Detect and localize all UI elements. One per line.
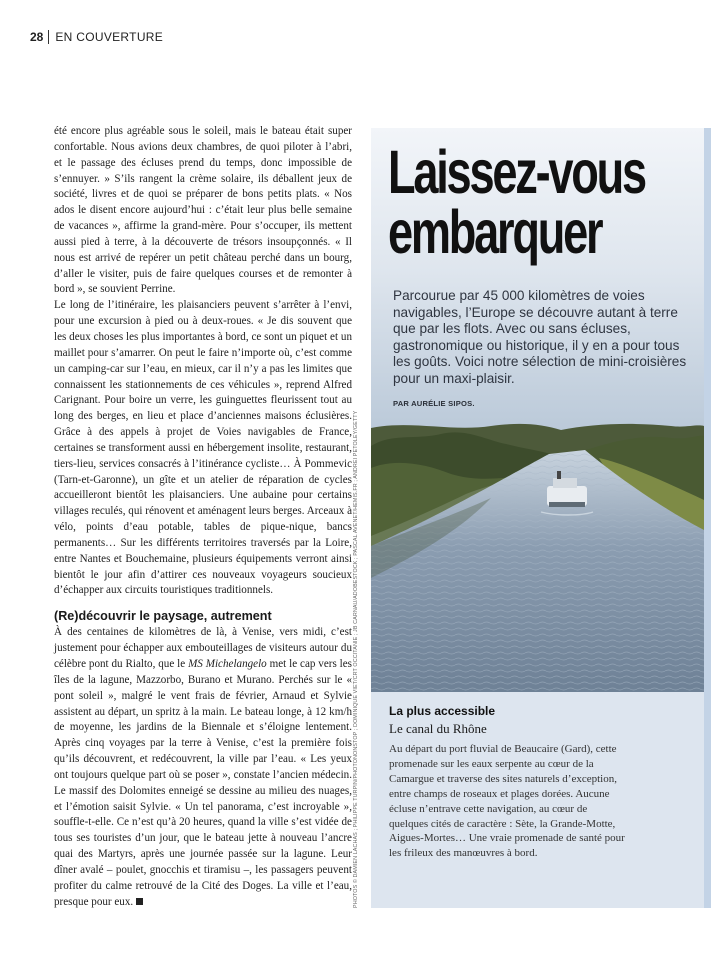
- caption-text: Au départ du port fluvial de Beaucaire (Gard), cette promenade sur les eaux serpente au cœur de la Camargue et traverse des sites naturels d’exception, entre champs de roseaux et plages dorées. Aucune écluse n’entrave cette navigation, au cœur de quelques cités de caractère : Sète, la Grande-Motte, Aigues-Mortes… Une vraie promenade de santé pour les frileux des manœuvres à bord.: [389, 743, 625, 860]
- header-divider: [48, 30, 49, 44]
- caption-label: La plus accessible: [389, 704, 496, 718]
- feature-panel: [371, 128, 711, 908]
- photo-credit: PHOTOS © DAMIEN LACHAS ; PHILIPPE TURPIN/PHOTONONSTOP ; DOMINIQUE VIET/CRT OCCITANIE ; JB CARNAU/ADOBESTOCK ; PASCAL AVENET/HEMIS.FR ; ANDREI PETOLEY/GETTY: [353, 410, 359, 908]
- title-line-2: embarquer: [388, 198, 602, 266]
- feature-lede: Parcourue par 45 000 kilomètres de voies navigables, l’Europe se découvre autant à terre que par les flots. Avec ou sans écluses, gastronomique ou historique, il y en a pour tous les goûts. Voici notre sélection de mini-croisières pour un maxi-plaisir.: [393, 288, 687, 386]
- caption-subtitle: Le canal du Rhône: [389, 721, 487, 736]
- article-paragraph-2: Le long de l’itinéraire, les plaisanciers peuvent s’arrêter à l’envi, pour une excursion à pied ou à deux-roues. « Je dis souvent que les deux choses les plus importantes à bord, ce sont un piquet et un maillet pour s’amarrer. On peut le faire n’importe où, c’est comme un camping-car sur l’eau, en mieux, car il n’y a pas les limites que connaissent les stationnements de ces véhicules », reprend Alfred Carignant. Pour boire un verre, les guinguettes fleurissent tout au long des berges, en lieu et place d’anciennes maisons éclusières. Grâce à des appels à projet de Voies navigables de France, certaines se transforment aussi en hébergement insolite, restaurant, tiers-lieu, services consacrés à l’itinérance cycliste… À Pommevic (Tarn-et-Garonne), un gîte et un atelier de réparation de cycles accueilleront bientôt les plaisanciers. Une aubaine pour certains villages reculés, qui rénovent et aménagent leurs berges. Arceaux à vélo, points d’eau potable, tables de pique-nique, bancs permanents… Sur les différents territoires traversés par la Loire, entre Nantes et Bouchemaine, plusieurs équipements verront ainsi bientôt le jour afin d’attirer ces nouveaux voyageurs soucieux d’échapper aux circuits touristiques traditionnels.: [54, 299, 352, 597]
- section-label: EN COUVERTURE: [55, 30, 164, 44]
- ship-name: MS Michelangelo: [188, 658, 267, 670]
- page-number: 28: [30, 30, 44, 44]
- panel-edge-stripe: [704, 128, 711, 908]
- byline: PAR AURÉLIE SIPOS.: [393, 399, 475, 408]
- article-subhead: (Re)découvrir le paysage, autrement: [54, 609, 272, 624]
- end-mark: [136, 898, 143, 905]
- title-line-1: Laissez-vous: [388, 138, 645, 206]
- paragraph-3-start: À des centaines de kilomètres de là, à Venise, vers midi, c’est justement pour échapper aux embouteillages de visiteurs autour du célèbre pont du Rialto, que le: [54, 626, 352, 670]
- photo-caption: [389, 704, 689, 861]
- article-column: [54, 124, 352, 911]
- article-paragraph-3: [54, 625, 352, 910]
- feature-title: [388, 138, 645, 266]
- page-header: [30, 29, 163, 45]
- paragraph-3-end: met le cap vers les îles de la lagune, Mazzorbo, Burano et Murano. Perchés sur le « pont soleil », malgré le vent frais de février, Arnaud et Sylvie assistent au départ, un spritz à la main. Le bateau longe, à 12 km/h de moyenne, les jardins de la Biennale et s’éloigne lentement. Après cinq voyages par la terre à Venise, c’est la première fois qu’ils découvrent, et redécouvrent, la ville par l’eau. « Les yeux ont toujours quelque part où se poser », constate l’ancien médecin. Le massif des Dolomites enneigé se dessine au milieu des nuages, et l’émotion saisit Sylvie. « Un tel panorama, c’est incroyable », souffle-t-elle. Ce n’est qu’à 20 heures, quand la ville s’est vidée de tous ses touristes d’un jour, que le bateau jette à nouveau l’ancre quai des Martyrs, après une journée passée sur la lagune. Leur dîner avalé – poulet, gnocchis et tiramisu –, les passagers peuvent profiter du calme retrouvé de la Cité des Doges. La ville et l’eau, presque pour eux.: [54, 658, 352, 908]
- article-paragraph-1: été encore plus agréable sous le soleil, mais le bateau était super confortable. Nous avions deux chambres, de quoi piloter à l’abri, et le passage des écluses prend du temps, donc impossible de s’ennuyer. » S’ils rangent la crème solaire, ils déballent jeux de société, livres et de quoi se préparer de bons petits plats. « Nos ados le disent encore aujourd’hui : c’était leur plus belle semaine de vacances », affirme la grand-mère. Pour s’occuper, ils mettent aussi pied à terre, à la découverte de trésors insoupçonnés. « Il nous est arrivé de repérer un petit château perché dans un bourg, d’aller le visiter, puis de faire quelques courses et de remonter à bord », se souvient Perrine.: [54, 125, 352, 296]
